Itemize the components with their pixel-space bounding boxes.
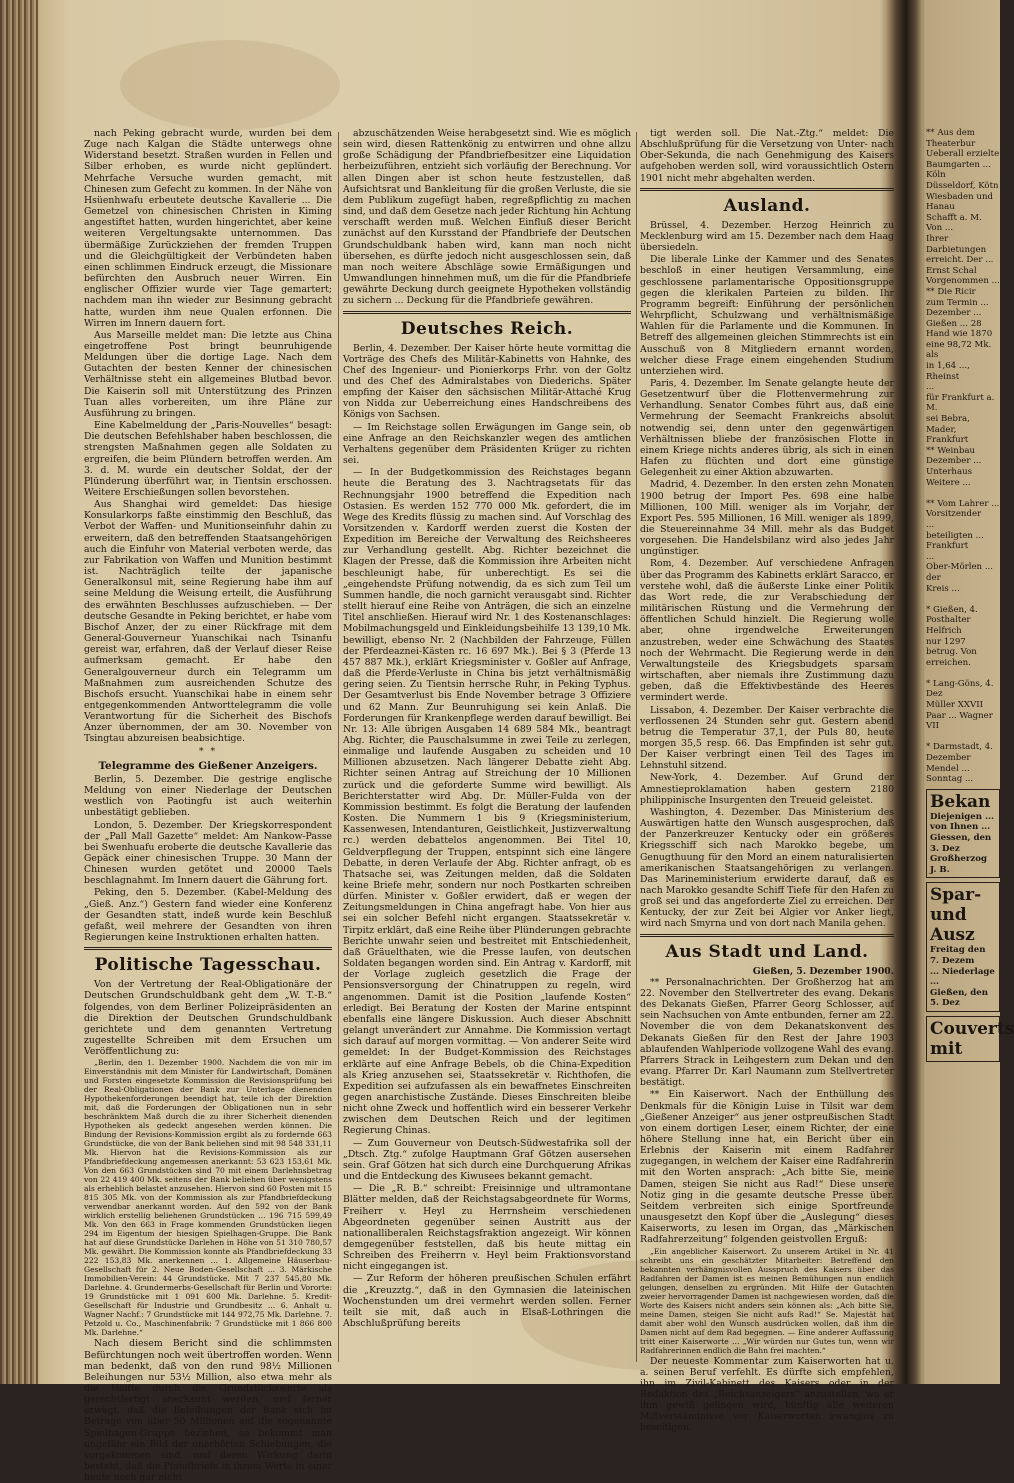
- column-3: [640, 128, 894, 1434]
- fragment-line: * Gießen, 4.: [926, 604, 978, 615]
- fragment-line: Diejenigen ...: [930, 811, 994, 822]
- article-paragraph: Washington, 4. Dezember. Das Ministerium des Auswärtigen hatte den Wunsch ausgesprochen, daß der Panzerkreuzer Kentucky oder ein größeres Kriegsschiff sich nach Marokko begebe, um Genugthuung für den Mord an einem naturalisierten amerikanischen Staatsangehörigen zu verlangen. Das Marineministerium erwiderte darauf, daß es nach Marokko gesandte Schiff Tiefe für den Hafen zu groß sei und das angeforderte Ziel zu erreichen. Der Kentucky, der zur Zeit bei Algier vor Anker liegt, wird nach Smyrna und von dort nach Manila gehen.: [640, 806, 894, 930]
- quoted-letter: „Berlin, den 1. Dezember 1900. Nachdem die von mir im Einverständnis mit dem Minister für Landwirtschaft, Domänen und Forsten eingesetzte Kommission die Revisionsprüfung bei der Real-Obligationen der Bank zur Unterlage dienenden Hypothekenforderungen beendigt hat, teile ich der Direktion mit, daß die Forderungen der Obligationen nun in sehr beschränktem Maß durch die zu ihrer Sicherheit dienenden Hypotheken als gedeckt angesehen werden können. Die Bindung der Revisions-Kommission ergibt als zu fordernde 663 Grundstücke, die von der Bank beliehen sind mit 98 548 331,11 Mk. Hiervon hat die Revisions-Kommission als zur Pfandbriefdeckung angemessen anerkannt: 53 623 153,61 Mk. Von den 663 Grundstücken sind 70 mit einem Darlehnsbetrag von 22 419 400 Mk. seitens der Bank beliehen über wenigstens als erheblich belastet anzusehen. Hiervon sind 60 Posten mit 15 815 305 Mk. von der Kommission als zur Pfandbriefdeckung verwendbar anerkannt worden. Auf den 592 von der Bank wirklich erstellig beliehenen Grundstücken ... 196 715 599,49 Mk. Von den 663 in Frage kommenden Grundstücken liegen 294 im Eigentum der hiesigen Spielhagen-Gruppe. Die Bank hat auf diese Grundstücke Darlehen in Höhe von 51 310 780,57 Mk. gewährt. Die Kommission konnte als Pfandbriefdeckung 33 222 153,83 Mk. anerkennen ... 1. Allgemeine Häuserbau-Gesellschaft für 2. Neue Boden-Gesellschaft ... 3. Märkische Immobilien-Verein: 44 Grundstücke. Mit 7 237 545,80 Mk. Darlehne. 4. Grundermerbs-Gesellschaft für Berlin und Vororte: 19 Grundstücke mit 1 091 600 Mk. Darlehne. 5. Kredit-Gesellschaft für Industrie und Grundbesitz ... 6. Anhalt u. Wagner Nachf.: 7 Grundstücke mit 144 972,75 Mk. Darlehne. 7. Petzold u. Co., Maschinenfabrik: 7 Grundstücke mit 1 866 800 Mk. Darlehne.“: [84, 1058, 332, 1338]
- fragment-line: Vorgenommen ...: [926, 276, 1000, 287]
- fragment-line: Ernst Schal: [926, 265, 977, 276]
- section-rule: [343, 311, 631, 314]
- fragment-line: Mendel ...: [926, 763, 970, 774]
- fragment-line: Freitag den 7. Dezem: [930, 945, 986, 966]
- section-heading: Deutsches Reich.: [400, 318, 574, 339]
- ad-subtitle: Ausz: [930, 925, 975, 946]
- fragment-line: Dezember ...: [926, 308, 982, 319]
- article-paragraph: ** Personalnachrichten. Der Großherzog hat am 22. November den Stellvertreter des evang. Dekans des Dekanats Gießen, Pfarrer Georg Schlosser, auf sein Nachsuchen von Amte entbunden, ferner am 22. November die von dem Dekanatskonvent des Dekanats Gießen für den Rest der Jahre 1903 ablaufenden Wahlperiode vollzogene Wahl des evang. Pfarrers Strack in Leihgestern zum Dekan und den evang. Pfarrer Dr. Karl Naumann zum Stellvertreter bestätigt.: [640, 976, 894, 1089]
- fragment-line: ** Die Ricir: [926, 286, 976, 297]
- article-paragraph: Der neueste Kommentar zum Kaiserworten hat u. a. seinen Beruf verfehlt. Es dürfte sich empfehlen, ihn im Zivil-Kabinett des Kaisers oder in der Redaktion des „Reichsanzeigers“ anzustellen, wo er ihm gewiß gelingen wird, künftig alle weiteren Mißverständnisse vor Kaiserworten zwanglos zu beseitigen.: [640, 1355, 894, 1434]
- fragment-line: Sonntag ...: [926, 774, 974, 785]
- fragment-line: erreichen.: [926, 657, 971, 668]
- ad-title: Spar- und: [930, 885, 982, 926]
- fragment-line: Mader, Frankfurt: [926, 424, 969, 446]
- fragment-line: zum Termin ...: [926, 297, 989, 308]
- section-heading: Ausland.: [723, 195, 811, 216]
- article-paragraph: — Zur Reform der höheren preußischen Schulen erfährt die „Kreuzztg.“, daß in den Gymnasien die lateinischen Wochenstunden um drei vermehrt werden sollen. Ferner teilt sie mit, daß auch in Elsaß-Lothringen die Abschlußprüfung bereits: [343, 1273, 631, 1330]
- fragment-line: nur 1297 betrug. Von: [926, 636, 977, 658]
- fragment-line: [926, 594, 1000, 605]
- section-rule: [640, 934, 894, 937]
- article-paragraph: nach Peking gebracht wurde, wurden bei dem Zuge nach Kalgan die Städte unterwegs ohne Widerstand besetzt. Straßen wurden in Fellen und Silber erhoben, es wurde nicht geplündert. Mehrfache Versuche wurden gemacht, mit Chinesen zum Gefecht zu kommen. In der Nähe von Hsüenhwafu erbeutete deutsche Kavallerie ... Die Gemetzel von chinesischen Christen in Kiming angestiftet hatten, wurden hingerichtet, aber keine weiteren Vergeltungsakte unternommen. Das übermäßige Zurückziehen der fremden Truppen und die Gleichgültigkeit der Verbündeten haben einen schlimmen Eindruck erzeugt, die Missionare befürchten den Ausbruch neuer Wirren. Ein englischer Offizier wurde vier Tage gemartert; nachdem man ihn wieder zur Besinnung gebracht hatte, wurden ihm neue Qualen erfonnen. Die Wirren im Innern dauern fort.: [84, 128, 332, 329]
- fragment-line: Weitere ...: [926, 477, 971, 488]
- fragment-line: Unterhaus: [926, 467, 973, 477]
- article-paragraph: Aus Shanghai wird gemeldet: Das hiesige Konsularkorps faßte einstimmig den Beschluß, das Verbot der Waffen- und Munitionseinfuhr dahin zu erweitern, daß den betreffenden Staatsangehörigen auch die Einfuhr von Material verboten werde, das zur Fabrikation von Waffen und Munition bestimmt ist. Nachträglich teilte der japanische Generalkonsul mit, seine Regierung habe ihm auf seine Meldung die Weisung erteilt, die Ausführung des erwähnten Beschlusses aufzuschieben. — Der deutsche Gesandte in Peking berichtet, er habe vom Bischof Anzer, der zu einer Rückfrage mit dem General-Gouverneur Yuanschikai nach Tsinanfu gereist war, erfahren, daß der Verlauf dieser Reise aufmerksam gemacht. Er habe den Generalgouverneur durch ein Telegramm um Maßnahmen zum ausreichenden Schutze des Bischofs ersucht. Yuanschikai habe in einem sehr entgegenkommenden Antworttelegramm die volle Verantwortung für die Sicherheit des Bischofs Anzer übernommen, der am 30. November von Tsingtau abzureisen beabsichtige.: [84, 499, 332, 745]
- fragment-line: Ober-Mörlen ... der: [926, 562, 994, 583]
- telegram-paragraph: London, 5. Dezember. Der Kriegskorrespondent der „Pall Mall Gazette“ meldet: Am Nankow-Passe bei Swenhuafu eroberte die deutsche Kavallerie das Gepäck einer chinesischen Truppe. 30 Mann der Chinesen wurden getötet und 20000 Taels beschlagnahmt. Im Innern dauert die Gährung fort.: [84, 819, 332, 887]
- ad-lines: [930, 945, 996, 1009]
- fragment-line: Wiesbaden und Hanau: [926, 191, 993, 213]
- fragment-line: ...: [926, 519, 935, 530]
- fragment-line: ** Weinbau: [926, 445, 975, 456]
- fragment-line: J. B.: [930, 864, 950, 875]
- ad-title: Couverts mit: [930, 1018, 1014, 1059]
- paper-stain: [120, 40, 340, 130]
- fragment-line: Kreis ...: [926, 583, 960, 594]
- fragment-line: beteiligten ...: [926, 530, 984, 541]
- article-paragraph: Rom, 4. Dezember. Auf verschiedene Anfragen über das Programm des Kabinetts erklärt Saracco, er verstehe wohl, daß die äußerste Linke einer Politik das Wort rede, die zur Verabschiedung der militärischen Rüstung und die Vermehrung der öffentlichen Schuld hinzielt. Die Regierung wolle aber, ohne irgendwelche Erweiterungen anzustreben, weder eine Schwächung des Staates noch der Wehrmacht. Die Regierung werde in den Verwaltungsteile des Kriegsbudgets sparsam wirtschaften, aber niemals ihre Zustimmung dazu geben, daß die Effektivbestände des Heeres vermindert werde.: [640, 558, 894, 704]
- advertisement-box: [926, 882, 1000, 1012]
- article-paragraph: New-York, 4. Dezember. Auf Grund der Amnestieproklamation haben gestern 2180 philippinische Insurgenten den Treueid geleistet.: [640, 772, 894, 806]
- fragment-line: [926, 488, 1000, 499]
- fragment-line: für Frankfurt a. M.: [926, 392, 995, 414]
- article-paragraph: Aus Marseille meldet man: Die letzte aus China eingetroffene Post bringt beunruhigende Meldungen über die dortige Lage. Nach dem Gutachten der besten Kenner der chinesischen Verhältnisse steht ein allgemeines Blutbad bevor. Die Kaiserin soll mit Unterstützung des Prinzen Tuan alles vorbereiten, um ihre Pläne zur Ausführung zu bringen.: [84, 329, 332, 419]
- fragment-line: von Ihnen ...: [930, 822, 991, 833]
- column-2: [343, 128, 631, 1368]
- fragment-line: Hand wie 1870: [926, 329, 993, 340]
- quoted-text: „Ein angeblicher Kaiserwort. Zu unserem Artikel in Nr. 41 schreibt uns ein geschätzter Mitarbeiter: Betreffend den bekannten verhängnisvollen Ausspruch des Kaisers über das Radfahren der Damen ist es meinen Bemühungen nun endlich gelungen, denselben zu ergründen. Mit Hilfe der Gutachten zweier hervorragender Damen ist nachgewiesen worden, daß die Worte des Kaisers nicht anders sein können als: „Ach bitte Sie, meine Damen, steigen Sie nicht aufs Rad!“ Se. Majestät hat damit aber wohl den Wunsch ausdrücken wollen, daß ihm die Damen nicht auf dem Rad begegnen. — Eine anderer Auffassung tritt einer Kaiserworte ... „Wir würden nur Gutes tun, wenn wir Radfahrerinnen endlich die Bahn frei machten.“: [640, 1246, 894, 1355]
- page-stack-edge: [0, 0, 38, 1384]
- fragment-line: [926, 668, 1000, 679]
- fragment-line: Gießen, den 5. Dez: [930, 987, 989, 1009]
- article-paragraph: — Die „R. B.“ schreibt: Freisinnige und ultramontane Blätter melden, daß der Reichstagsabgeordnete für Worms, Freiherr v. Heyl zu Herrnsheim verschiedenen Abgeordneten gegenüber seinen Austritt aus der nationalliberalen Reichstagsfraktion angezeigt. Wir können demgegenüber feststellen, daß bis heute mittag ein Schreiben des Freiherrn v. Heyl beim Fraktionsvorstand nicht eingegangen ist.: [343, 1183, 631, 1273]
- fragment-line: Frankfurt: [926, 541, 969, 552]
- fragment-line: Gießen ... 28: [926, 318, 982, 329]
- fragment-line: erreicht. Der ...: [926, 255, 994, 266]
- fragment-line: Dezember ...: [926, 456, 982, 467]
- fragment-line: ...: [926, 551, 935, 562]
- column-4-next-page: [926, 128, 1014, 1368]
- column-divider: [636, 132, 637, 1362]
- fragment-line: Düsseldorf, Kötn: [926, 180, 999, 191]
- fragment-line: [926, 732, 1000, 743]
- advertisement-box: [926, 789, 1000, 879]
- article-paragraph: Brüssel, 4. Dezember. Herzog Heinrich zu Mecklenburg wird am 15. Dezember nach dem Haag übersiedeln.: [640, 219, 894, 254]
- article-paragraph: Madrid, 4. Dezember. In den ersten zehn Monaten 1900 betrug der Import Pes. 698 eine halbe Millionen, 100 Mill. weniger als im Vorjahr, der Export Pes. 595 Millionen, 16 Mill. weniger als 1899, die Steuereinnahme 34 Mill. mehr als das Budget vorgesehen. Die Handelsbilanz wird also jedes Jahr ungünstiger.: [640, 479, 894, 558]
- fragment-line: Großherzog: [930, 854, 987, 865]
- article-paragraph: Berlin, 4. Dezember. Der Kaiser hörte heute vormittag die Vorträge des Chefs des Militär-Kabinetts von Hahnke, des Chef des Ingenieur- und Pionierkorps Frhr. von der Goltz und des Chef des Admiralstabes von Diederichs. Später empfing der Kaiser den sächsischen Militär-Attaché Krug von Nidda zur Ueberreichung eines Handschreibens des Königs von Sachsen.: [343, 342, 631, 421]
- fragment-line: Vorsitzender: [926, 509, 982, 520]
- article-paragraph: — In der Budgetkommission des Reichstages begann heute die Beratung des 3. Nachtragsetats für das Rechnungsjahr 1900 betreffend die Expedition nach Ostasien. Es werden 152 770 000 Mk. gefordert, die im Wege des Kredits flüssig zu machen sind. Auf Vorschlag des Vorsitzenden v. Kardorff werden zuerst die Kosten der Expedition im Bereiche der Verwaltung des Reichsheeres zur Verhandlung gestellt. Abg. Richter bezeichnet die Klagen der Presse, daß die Kommission ihre Arbeiten nicht beschleunigt habe, für unberechtigt. Es sei die „eingehendste Prüfung notwendig, da es sich zum Teil um Summen handle, die noch garnicht verausgabt sind. Richter stellt hierauf eine Reihe von Anträgen, die sich an einzelne Titel anschließen. Hierauf wird Nr. 1 des Kostenanschlages: Mobilmachungsgeld und Einkleidungsbeihilfe 13 139,10 Mk. bewilligt, ebenso Nr. 2 (Nachbilden der Fahrzeuge, Füllen der Pferdeaznei-Kästen rc. 16 697 Mk.). Bei § 3 (Pferde 13 457 887 Mk.), erklärt Kriegsminister v. Goßler auf Anfrage, daß die Pferde-Verluste in China bis jetzt verhältnismäßig gering seien. Zu Tientsin herrsche Ruhr, in Peking Typhus. Der Gesamtverlust bis Ende November betrage 3 Offiziere und 62 Mann. Zur Beunruhigung sei kein Anlaß. Die Forderungen für Krankenpflege werden darauf bewilligt. Bei Nr. 13: Alle übrigen Ausgaben 14 689 584 Mk., beantragt Abg. Richter, die Pauschalsumme in zwei Teile zu zerlegen, einmalige und laufende Ausgaben zu scheiden und 10 Millionen abzusetzen. Nach längerer Debatte zieht Abg. Richter seinen Antrag auf Streichung der 10 Millionen zurück und die geforderte Summe wird bewilligt. Als Berichterstatter wird Abg. Dr. Müller-Fulda von der Kommission bestimmt. Es folgt die Beratung der laufenden Kosten. Die Nummern 1 bis 9 (Kriegsministerium, Kassenwesen, Intendanturen, Geistlichkeit, Justizverwaltung rc.) werden debattelos angenommen. Bei Titel 10, Geldverpflegung der Truppen, entspinnt sich eine längere Debatte, in deren Verlaufe der Abg. Richter anfragt, ob es Thatsache sei, was Zeitungen melden, daß die Soldaten keine Briefe mehr, sondern nur noch Postkarten schreiben dürfen. Minister v. Goßler erwidert, daß er wegen der Zeitungsmeldungen in China angefragt habe. Von hier aus sei ein solcher Befehl nicht ergangen. Staatssekretär v. Tirpitz erklärt, daß eine Reihe über Plünderungen gebrachte Berichte unwahr seien und bestreitet mit Entschiedenheit, daß Gräuelthaten, wie die Presse laufen, von deutschen Soldaten begangen worden sind. Ein Antrag v. Kardorff, mit der Vorlage zugleich gesetzlich die Frage der Pensionsversorgung der Chinatruppen zu regeln, wird angenommen. Damit ist die Position „laufende Kosten“ erledigt. Bei Beratung der Kosten der Marine entspinnt ebenfalls eine längere Diskussion. Auch dieser Abschnitt gelangt unverändert zur Annahme. Die Kommission vertagt sich darauf auf morgen vormittag. — Von anderer Seite wird gemeldet: In der Budget-Kommission des Reichstages erklärte auf eine Anfrage Bebels, ob die China-Expedition als Krieg anzusehen sei, Staatssekretär v. Richthofen, die Expedition sei aufzufassen als ein bewaffnetes Einschreiten gegen anarchistische Zustände. Dieses Einschreiten bleibe nicht ohne Zweck und hoffentlich wird ein besserer Verkehr zwischen dem Deutschen Reich und der legitimen Regierung Chinas.: [343, 467, 631, 1137]
- fragment-line: eine 98,72 Mk. als: [926, 339, 992, 361]
- fragment-line: Müller XXVII: [926, 700, 983, 711]
- fragment-line: ** Aus dem Theaterbur: [926, 128, 976, 149]
- fragment-line: Baumgarten ... Köln: [926, 159, 991, 181]
- section-heading: Aus Stadt und Land.: [665, 941, 869, 962]
- fragment-line: ** Vom Lahrer ...: [926, 498, 1000, 509]
- fragment-line: ... Niederlage ...: [930, 966, 995, 988]
- article-paragraph: Lissabon, 4. Dezember. Der Kaiser verbrachte die verflossenen 24 Stunden sehr gut. Gestern abend betrug die Temperatur 37,1, der Puls 80, heute morgen 35,5 resp. 66. Das Empfinden ist sehr gut. Der Kaiser verbringt einen Teil des Tages im Lehnstuhl sitzend.: [640, 704, 894, 772]
- fragment-line: * Lang-Göns, 4. Dez: [926, 678, 994, 700]
- advertisement-box: [926, 1016, 1014, 1062]
- article-paragraph: Die liberale Linke der Kammer und des Senates beschloß in einer heutigen Versammlung, eine geschlossene parlamentarische Oppositionsgruppe gegen die klerikalen Parteien zu bilden. Ihr Programm begreift: Einführung der persönlichen Wehrpflicht, Schulzwang und verhältnismäßige Wahlen für die Parlamente und die Kommunen. In Betreff des allgemeinen gleichen Stimmrechts ist ein Ausschuß von 8 Mitgliedern ernannt worden, welcher diese Frage einem eingehenden Studium unterziehen wird.: [640, 254, 894, 377]
- article-paragraph: abzuschätzenden Weise herabgesetzt sind. Wie es möglich sein wird, diesen Rattenkönig zu entwirren und ohne allzu große Schädigung der Pfandbriefbesitzer eine Liquidation herbeizuführen, entzieht sich vorläufig der Berechnung. Vor allen Dingen aber ist schon heute festzustellen, daß Aufsichtsrat und Bankleitung für die großen Verluste, die sie dem Publikum zugefügt haben, regreßpflichtig zu machen sind, und daß dem Gesetze nach jeder Richtung hin Achtung verschafft werden muß. Welchen Einfluß dieser Bericht zunächst auf den Kursstand der Pfandbriefe der Deutschen Grundschuldbank haben wird, kann man noch nicht übersehen, es dürfte jedoch nicht ausgeschlossen sein, daß man noch weitere Abschläge sowie Ermäßigungen und Umwandlungen hinnehmen muß, um die für die Pfandbriefe gewährte Deckung durch geeignete Hypotheken vollständig zu sichern ... Deckung für die Pfandbriefe gewähren.: [343, 128, 631, 307]
- fragment-line: Posthalter Helfrich: [926, 615, 971, 636]
- section-heading: Telegramme des Gießener Anzeigers.: [98, 759, 318, 772]
- telegram-paragraph: Berlin, 5. Dezember. Die gestrige englische Meldung von einer Niederlage der Deutschen westlich von Paotingfu ist auch weiterhin unbestätigt geblieben.: [84, 773, 332, 819]
- article-paragraph: — Im Reichstage sollen Erwägungen im Gange sein, ob eine Anfrage an den Reichskanzler wegen des amtlichen Verhaltens gegenüber dem Präsidenten Krüger zu richten sei.: [343, 421, 631, 467]
- article-paragraph: — Zum Gouverneur von Deutsch-Südwestafrika soll der „Dtsch. Ztg.“ zufolge Hauptmann Graf Götzen ausersehen sein. Graf Götzen hat sich durch eine Durchquerung Afrikas und die Entdeckung des Kiwusees bekannt gemacht.: [343, 1137, 631, 1183]
- fragment-line: * Darmstadt, 4. Dezember: [926, 742, 993, 764]
- column-1: [84, 128, 332, 1483]
- ad-lines: [930, 812, 996, 876]
- section-separator: * *: [198, 745, 218, 757]
- section-rule: [640, 188, 894, 191]
- fragment-line: Paar ... Wagner VII: [926, 710, 993, 732]
- article-paragraph: Von der Vertretung der Real-Obligationäre der Deutschen Grundschuldbank geht dem „W. T.-B.“ folgendes, von dem Berliner Polizeipräsidenten an die Direktion der Deutschen Grundschuldbank gerichtete und dem genannten Vertretung zugestellte Schreiben mit dem Ersuchen um Veröffentlichung zu:: [84, 979, 332, 1058]
- fragment-line: sei Bebra,: [926, 414, 970, 425]
- section-heading: Politische Tagesschau.: [94, 955, 322, 976]
- fragment-lines: [926, 128, 1000, 785]
- fragment-line: Ihrer Darbietungen: [926, 233, 987, 255]
- fragment-line: in 1,64 ..., Rheinst: [926, 361, 970, 382]
- column-divider: [338, 132, 339, 1362]
- article-paragraph: Eine Kabelmeldung der „Paris-Nouvelles“ besagt: Die deutschen Befehlshaber haben beschlossen, die strengsten Maßnahmen gegen alle Soldaten zu ergreifen, die beim Plündern betroffen werden. Am 3. d. M. wurde ein deutscher Soldat, der der Plünderung überführt war, in Tientsin erschossen. Weitere Erschießungen sollen bevorstehen.: [84, 420, 332, 498]
- ad-title: Bekan: [930, 791, 991, 812]
- section-rule: [84, 947, 332, 950]
- article-paragraph: Paris, 4. Dezember. Im Senate gelangte heute der Gesetzentwurf über die Flottenvermehrung zur Verhandlung. Senator Combes führt aus, daß eine Vermehrung der Seemacht Frankreichs absolut notwendig sei, denn unter den gegenwärtigen Verhältnissen bliebe der französischen Flotte in einem Kriege nichts anderes übrig, als sich in einen Hafen zu flüchten und dort eine günstige Gelegenheit zu einer Aktion abzuwarten.: [640, 377, 894, 479]
- article-paragraph: Nach diesem Bericht sind die schlimmsten Befürchtungen noch weit übertroffen worden. Wenn man bedenkt, daß von den rund 98½ Millionen Beleihungen nur 53½ Million, also etwa mehr als die Hälfte durch die Grundstückswerte als gerechtfertigt anerkannt werden, und ferner erwägt, daß die Beleihungen der Bank sich im Betrage von über 50 Millionen auf die sogenannte Spielhagen-Gruppe beziehen, so bekommt man ungefähr ein Bild der unerhörten Schiebungen, die vorgekommen sind, und deren Wirkung darin besteht, daß die Pfandbriefe in ihrem Werte in einer heute noch gar nicht: [84, 1338, 332, 1483]
- fragment-line: Giessen, den 3. Dez: [930, 833, 992, 854]
- article-paragraph: tigt werden soll. Die Nat.-Ztg.“ meldet: Die Abschlußprüfung für die Versetzung von Unter- nach Ober-Sekunda, die nach Genehmigung des Kaisers aufgehoben werden soll, wird voraussichtlich Ostern 1901 nicht mehr abgehalten werden.: [640, 128, 894, 184]
- fragment-line: Schafft a. M. Von ...: [926, 212, 982, 234]
- fragment-line: ...: [926, 382, 935, 393]
- article-paragraph: ** Ein Kaiserwort. Nach der Enthüllung des Denkmals für die Königin Luise in Tilsit war dem „Gießener Anzeiger“ aus jener ostpreußischen Stadt von einem dortigen Leser, einem Richter, der eine höhere Stellung inne hat, ein Bericht über ein Erlebnis der Kaiserin mit einem Radfahrer zugegangen, in welchem der Kaiser eine Radfahrerin mit den Worten ansprach: „Ach bitte Sie, meine Damen, steigen Sie nicht aus Rad!“ Diese unsere Notiz ging in die gesamte deutsche Presse über. Seitdem verbreiten sich einige Sportfreunde unausgesetzt den Kopf über die „Auslegung“ dieses Kaiserworts, zu lesen im Organ, das „Märkischen Radfahrerzeitung“ folgenden geistvollen Erguß:: [640, 1089, 894, 1246]
- dateline: Gießen, 5. Dezember 1900.: [752, 965, 894, 977]
- telegram-paragraph: Peking, den 5. Dezember. (Kabel-Meldung des „Gieß. Anz.“) Gestern fand wieder eine Konferenz der Gesandten statt, indeß wurde kein Beschluß gefaßt, weil mehrere der Gesandten von ihren Regierungen keine Instruktionen erhalten hatten.: [84, 887, 332, 944]
- fragment-line: Ueberall erzielte: [926, 149, 1000, 160]
